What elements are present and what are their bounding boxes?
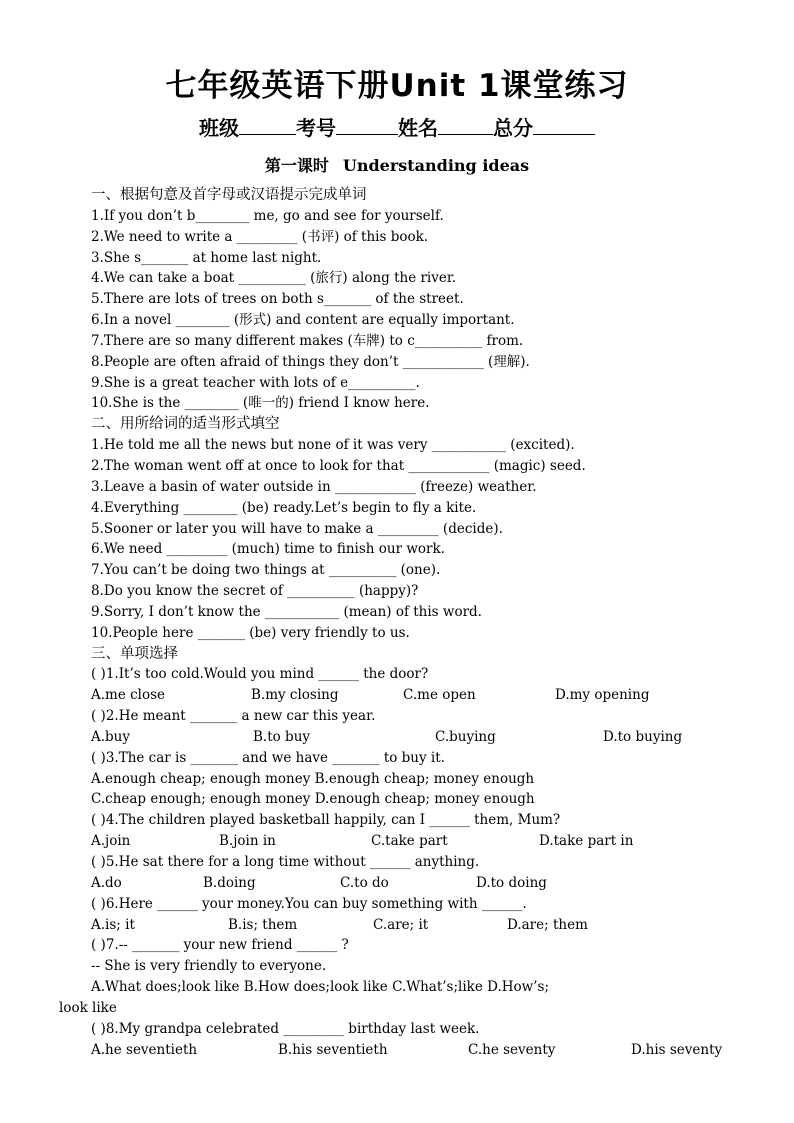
section1-item: 10.She is the ________ (唯一的) friend I know here.	[91, 395, 430, 412]
section1-item: 9.She is a great teacher with lots of e__________.	[91, 374, 420, 391]
student-info-row	[0, 112, 794, 141]
option-c[interactable]: C.to do	[340, 874, 389, 891]
question-reply-7: -- She is very friendly to everyone.	[91, 958, 327, 975]
option-d[interactable]: D.to doing	[476, 874, 547, 891]
question-options-8	[91, 1040, 781, 1061]
option-b[interactable]: B.is; them	[228, 916, 298, 933]
section2-item: 5.Sooner or later you will have to make a _________ (decide).	[91, 520, 503, 537]
question-stem-8: ( )8.My grandpa celebrated _________ birthday last week.	[91, 1020, 480, 1037]
section2-item: 1.He told me all the news but none of it was very ___________ (excited).	[91, 437, 575, 454]
section1-heading: 一、根据句意及首字母或汉语提示完成单词	[91, 187, 367, 203]
page-title: 七年级英语下册Unit 1课堂练习	[165, 68, 629, 104]
section1-item: 4.We can take a boat __________ (旅行) along the river.	[91, 270, 457, 287]
section2-item: 7.You can’t be doing two things at __________ (one).	[91, 562, 441, 579]
option-a[interactable]: A.buy	[91, 728, 131, 745]
option-d[interactable]: D.his seventy	[631, 1041, 723, 1058]
name-field[interactable]	[438, 118, 493, 135]
score-field[interactable]	[533, 118, 595, 135]
option-b[interactable]: B.to buy	[253, 728, 311, 745]
option-d[interactable]: D.take part in	[539, 833, 634, 850]
question-stem-5: ( )5.He sat there for a long time without ______ anything.	[91, 854, 480, 870]
option-b[interactable]: B.his seventieth	[278, 1041, 388, 1058]
question-options-4	[91, 831, 781, 852]
section1-item: 7.There are so many different makes (车牌) to c__________ from.	[91, 332, 524, 349]
option-a[interactable]: A.is; it	[91, 916, 135, 933]
exercise-content	[59, 185, 781, 1060]
option-c[interactable]: C.are; it	[373, 916, 429, 933]
option-d[interactable]: D.my opening	[555, 687, 650, 704]
option-b[interactable]: B.my closing	[251, 687, 339, 704]
question-options-6	[91, 915, 781, 936]
section1-item: 8.People are often afraid of things they don’t ____________ (理解).	[91, 353, 530, 370]
section2-item: 4.Everything ________ (be) ready.Let’s begin to fly a kite.	[91, 499, 477, 516]
section1-item: 5.There are lots of trees on both s_______ of the street.	[91, 291, 464, 308]
lesson-heading	[0, 153, 794, 176]
option-d[interactable]: D.are; them	[507, 916, 588, 933]
question-stem-3: ( )3.The car is _______ and we have _______ to buy it.	[91, 749, 445, 766]
section2-item: 8.Do you know the secret of __________ (happy)?	[91, 583, 419, 600]
question-options-5	[91, 873, 781, 894]
question-options-1	[91, 685, 781, 706]
question-options-7a[interactable]: A.What does;look like B.How does;look like C.What’s;like D.How’s;	[91, 979, 549, 996]
section2-item: 6.We need _________ (much) time to finish our work.	[91, 541, 445, 558]
lesson-topic: Understanding ideas	[342, 156, 530, 175]
option-b[interactable]: B.doing	[203, 874, 256, 891]
question-options-2	[91, 727, 781, 748]
option-c[interactable]: C.take part	[371, 833, 448, 850]
option-d[interactable]: D.to buying	[603, 728, 683, 745]
question-options-3b[interactable]: C.cheap enough; enough money D.enough cheap; money enough	[91, 791, 535, 808]
name-label: 姓名	[398, 116, 438, 140]
score-label: 总分	[493, 116, 533, 140]
question-stem-1: ( )1.It’s too cold.Would you mind ______ the door?	[91, 666, 429, 683]
section2-heading: 二、用所给词的适当形式填空	[91, 416, 280, 433]
option-c[interactable]: C.he seventy	[468, 1041, 556, 1058]
option-a[interactable]: A.he seventieth	[91, 1041, 198, 1058]
question-stem-2: ( )2.He meant _______ a new car this year.	[91, 708, 376, 725]
lesson-title: 第一课时	[264, 156, 329, 175]
option-a[interactable]: A.join	[91, 833, 131, 850]
section2-item: 10.People here _______ (be) very friendly to us.	[91, 624, 410, 641]
section1-item: 1.If you don’t b________ me, go and see for yourself.	[91, 207, 444, 224]
option-a[interactable]: A.me close	[91, 687, 166, 704]
question-stem-7: ( )7.-- _______ your new friend ______ ?	[91, 937, 349, 954]
option-b[interactable]: B.join in	[219, 833, 276, 850]
section1-item: 6.In a novel ________ (形式) and content are equally important.	[91, 312, 515, 329]
class-field[interactable]	[239, 118, 296, 135]
exam-no-label: 考号	[296, 116, 336, 140]
class-label: 班级	[199, 116, 239, 140]
section2-item: 2.The woman went off at once to look for that ____________ (magic) seed.	[91, 457, 586, 474]
question-options-7b[interactable]: look like	[59, 999, 117, 1016]
section3-heading: 三、单项选择	[91, 645, 178, 662]
section2-item: 3.Leave a basin of water outside in ____________ (freeze) weather.	[91, 478, 537, 495]
question-stem-4: ( )4.The children played basketball happily, can I ______ them, Mum?	[91, 812, 561, 829]
option-a[interactable]: A.do	[91, 874, 122, 891]
option-c[interactable]: C.buying	[435, 728, 496, 745]
section2-item: 9.Sorry, I don’t know the ___________ (mean) of this word.	[91, 603, 482, 620]
question-stem-6: ( )6.Here ______ your money.You can buy something with ______.	[91, 895, 527, 912]
option-c[interactable]: C.me open	[403, 687, 476, 704]
section1-item: 2.We need to write a _________ (书评) of this book.	[91, 228, 429, 245]
section1-item: 3.She s_______ at home last night.	[91, 249, 322, 266]
question-options-3a[interactable]: A.enough cheap; enough money B.enough cheap; money enough	[91, 770, 535, 787]
exam-no-field[interactable]	[336, 118, 398, 135]
